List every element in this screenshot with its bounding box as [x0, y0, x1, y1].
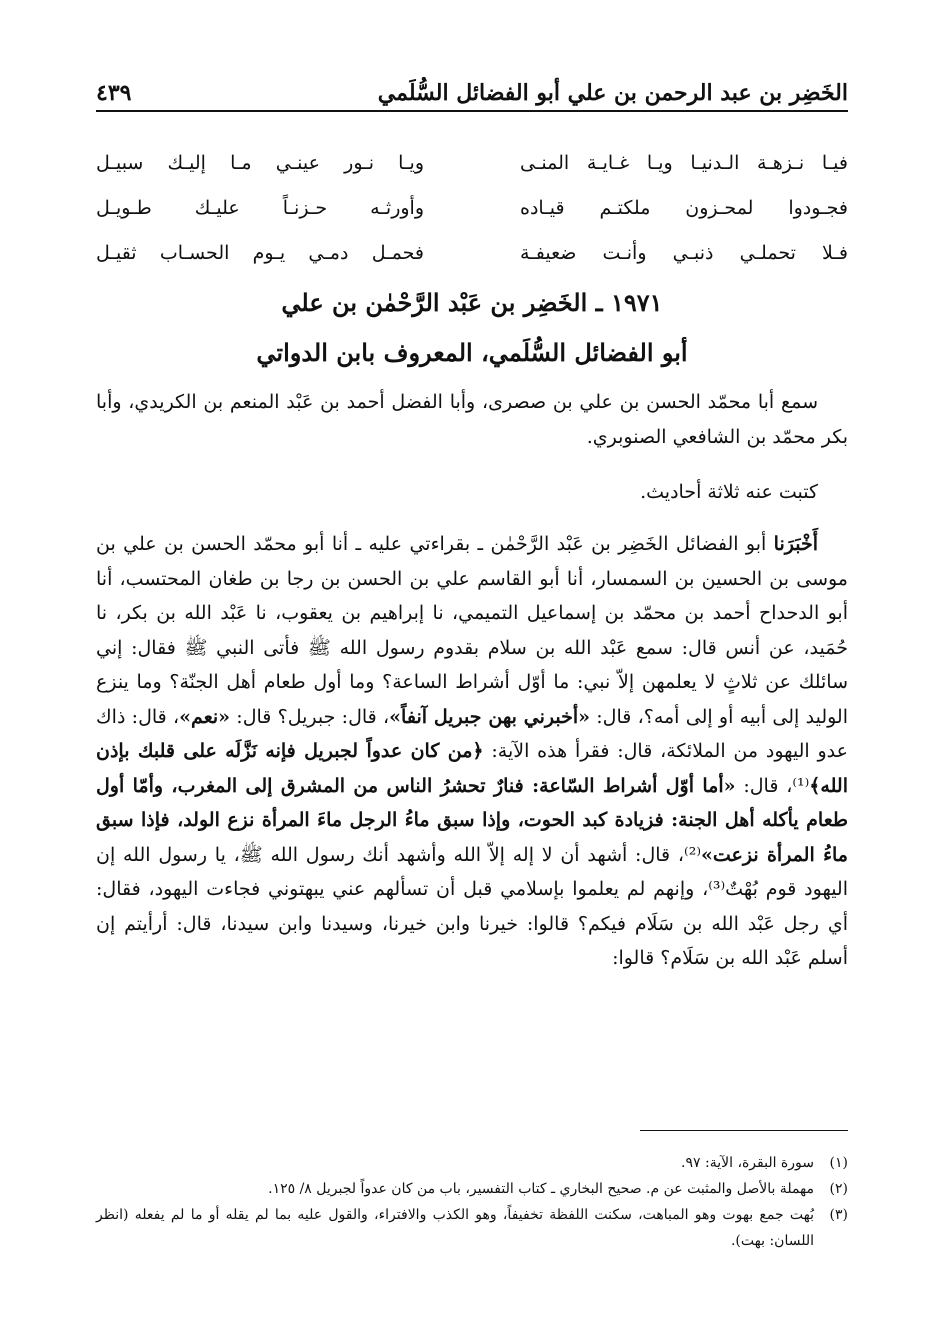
- hadith-quote: «أما أوّل أشراط السّاعة: فنارٌ تحشرُ الناس من المشرق إلى المغرب، وأمّا أول طعام يأكله أهل الجنة: فزيادة كبد الحوت، وإذا سبق ماءُ الرجل ماءَ المرأة نزع الولد، فإذا سبق ماءُ المرأة نزعت»: [96, 774, 848, 866]
- hadith-quote: «أخبرني بهن جبريل آنفاً»: [389, 705, 590, 728]
- verse-second-hemistich: وأورثـه حـزنـاً عليـك طـويـل: [96, 196, 424, 219]
- footnote-number: (٢): [829, 1181, 848, 1197]
- quran-verse: ﴿من كان عدواً لجبريل فإنه نَزَّلَه على قلبك بإذن الله﴾: [96, 740, 848, 797]
- footnote-number: (١): [829, 1155, 848, 1171]
- poem-verse: [96, 140, 848, 185]
- footnote-text: سورة البقرة، الآية: ٩٧.: [681, 1155, 814, 1171]
- footnote-text: بُهت جمع بهوت وهو المباهت، سكنت اللفظة تخفيفاً، وهو الكذب والافتراء، والقول عليه بما لم يقله أو ما لم يفعله (انظر اللسان: بهت).: [96, 1207, 814, 1249]
- verse-second-hemistich: فحمـل دمـي يـوم الحسـاب ثقيـل: [96, 241, 424, 264]
- footnotes: [96, 1150, 848, 1254]
- hadith-quote: «نعم»: [179, 705, 231, 728]
- running-title: الخَضِر بن عبد الرحمن بن علي أبو الفضائل السُّلَمي: [377, 80, 848, 106]
- poem-block: [96, 140, 848, 275]
- hadith-isnad: أبو الفضائل الخَضِر بن عَبْد الرَّحْمٰن ـ بقراءتي عليه ـ أنا أبو محمّد الحسن بن علي بن موسى بن الحسين بن السمسار، أنا أبو القاسم علي بن الحسن بن رجا بن طغان المحتسب، أنا أبو الدحداح أحمد بن محمّد بن إسماعيل التميمي، نا إبراهيم بن يعقوب، نا عَبْد الله بن بكر، نا حُمَيد، عن أنس قال: سمع عَبْد الله بن سلام بقدوم رسول الله ﷺ فأتى النبي ﷺ فقال: إني سائلك عن ثلاثٍ لا يعلمهن إلاّ نبي: ما أوّل أشراط الساعة؟ وما أول طعام أهل الجنّة؟ وما ينزع الوليد إلى أبيه أو إلى أمه؟، قال:: [96, 533, 848, 728]
- akhbarana-lead: أَخْبَرَنا: [773, 533, 818, 555]
- page-number: ٤٣٩: [96, 80, 132, 106]
- paragraph-hadith: [96, 527, 848, 976]
- footnote: [96, 1202, 848, 1254]
- footnote-number: (٣): [829, 1207, 848, 1223]
- hadith-text: ، قال: ذاك عدو اليهود من الملائكة، قال: فقرأ هذه الآية:: [96, 705, 848, 762]
- footnote: [96, 1150, 848, 1176]
- paragraph-note: كتبت عنه ثلاثة أحاديث.: [640, 481, 818, 503]
- running-header: [96, 70, 848, 106]
- entry-heading-line1: ١٩٧١ ـ الخَضِر بن عَبْد الرَّحْمٰن بن علي: [281, 288, 663, 317]
- verse-first-hemistich: فـلا تحملـي ذنبـي وأنـت ضعيفـة: [520, 241, 848, 264]
- footnote-divider: [640, 1130, 848, 1131]
- entry-heading: [96, 278, 848, 378]
- poem-verse: [96, 230, 848, 275]
- verse-second-hemistich: ويـا نـور عينـي مـا إليـك سبيـل: [96, 151, 424, 174]
- verse-first-hemistich: فجـودوا لمحـزون ملكتـم قيـاده: [520, 196, 848, 219]
- header-divider: [96, 110, 848, 112]
- hadith-text: ⁽¹⁾، قال:: [735, 774, 810, 797]
- entry-heading-line2: أبو الفضائل السُّلَمي، المعروف بابن الدواتي: [256, 338, 688, 367]
- hadith-text: ، قال: جبريل؟ قال:: [230, 705, 390, 728]
- verse-first-hemistich: فيـا نـزهـة الـدنيـا ويـا غـايـة المنـى: [520, 151, 848, 174]
- footnote: [96, 1176, 848, 1202]
- footnote-text: مهملة بالأصل والمثبت عن م. صحيح البخاري ـ كتاب التفسير، باب من كان عدواً لجبريل ٨/ ١٢٥.: [268, 1181, 814, 1197]
- paragraph-teachers: سمع أبا محمّد الحسن بن علي بن صصرى، وأبا الفضل أحمد بن عَبْد المنعم بن الكريدي، وأبا بكر محمّد بن الشافعي الصنوبري.: [96, 391, 848, 448]
- poem-verse: [96, 185, 848, 230]
- hadith-text: ⁽²⁾، قال: أشهد أن لا إله إلاّ الله وأشهد أنك رسول الله ﷺ، يا رسول الله إن اليهود قوم بُهْتٌ⁽³⁾، وإنهم لم يعلموا بإسلامي قبل أن تسألهم عني يبهتوني فجاءت اليهود، فقال: أي رجل عَبْد الله بن سَلَام فيكم؟ قالوا: خيرنا وابن خيرنا، وسيدنا وابن سيدنا، قال: أرأيتم إن أسلم عَبْد الله بن سَلَام؟ قالوا:: [96, 843, 848, 969]
